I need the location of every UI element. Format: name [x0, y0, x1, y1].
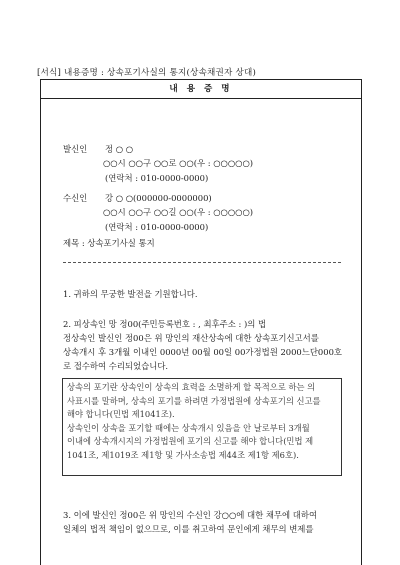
- sender-label: 발신인: [63, 144, 88, 154]
- sender-address: ○○시 ○○구 ○○로 ○○(우 : ○○○○○): [103, 158, 254, 168]
- paragraph-1: 1. 귀하의 무궁한 발전을 기원합니다.: [63, 289, 198, 299]
- recipient-name: 강 ○ ○(000000-0000000): [105, 193, 212, 203]
- document-frame: [40, 79, 362, 565]
- note-line-2: 사표시를 말하며, 상속의 포기를 하려면 가정법원에 상속포기의 신고를: [67, 395, 321, 406]
- paragraph-2-line-4: 로 접수하여 수리되었습니다.: [63, 361, 169, 371]
- paragraph-2-line-1: 2. 피상속인 망 정00(주민등록번호 : , 최후주소 : )의 법: [63, 319, 267, 329]
- note-line-6: 1041조, 제1019조 제1항 및 가사소송법 제44조 제1항 제6호).: [67, 449, 299, 460]
- separator-line: [63, 262, 341, 263]
- legal-note-box: [62, 378, 342, 476]
- note-line-1: 상속의 포기란 상속인이 상속의 효력을 소멸하게 할 목적으로 하는 의: [67, 382, 316, 392]
- paragraph-2-line-2: 정상속인 발신인 정00은 위 망인의 재산상속에 대한 상속포기신고서를: [63, 333, 319, 343]
- recipient-address: ○○시 ○○구 ○○길 ○○(우 : ○○○○○): [103, 207, 254, 217]
- paragraph-3-line-1: 3. 이에 발신인 정00은 위 망인의 수신인 강○○에 대한 채무에 대하여: [63, 510, 318, 520]
- paragraph-3-line-2: 일체의 법적 책임이 없으므로, 이를 취고하여 문인에게 채무의 변제를: [63, 524, 314, 534]
- recipient-label: 수신인: [63, 193, 88, 203]
- recipient-phone: (연락처 : 010-0000-0000): [105, 222, 209, 232]
- sender-name: 정 ○ ○: [105, 144, 134, 154]
- note-line-3: 해야 합니다(민법 제1041조).: [67, 409, 175, 419]
- sender-phone: (연락처 : 010-0000-0000): [105, 173, 209, 183]
- document-caption: [서식] 내용증명 : 상속포기사실의 통지(상속채권자 상대): [37, 68, 257, 78]
- note-line-4: 상속인이 상속을 포기할 때에는 상속개시 있음을 안 날로부터 3개월: [67, 422, 310, 433]
- note-line-5: 이내에 상속개시지의 가정법원에 포기의 신고를 해야 합니다(민법 제: [67, 436, 314, 446]
- paragraph-2-line-3: 상속개시 후 3개월 이내인 0000년 00월 00일 00가정법원 2000느단000호: [63, 347, 343, 357]
- subject-line: 제목 : 상속포기사실 통지: [63, 238, 155, 248]
- document-title: 내 용 증 명: [41, 80, 361, 99]
